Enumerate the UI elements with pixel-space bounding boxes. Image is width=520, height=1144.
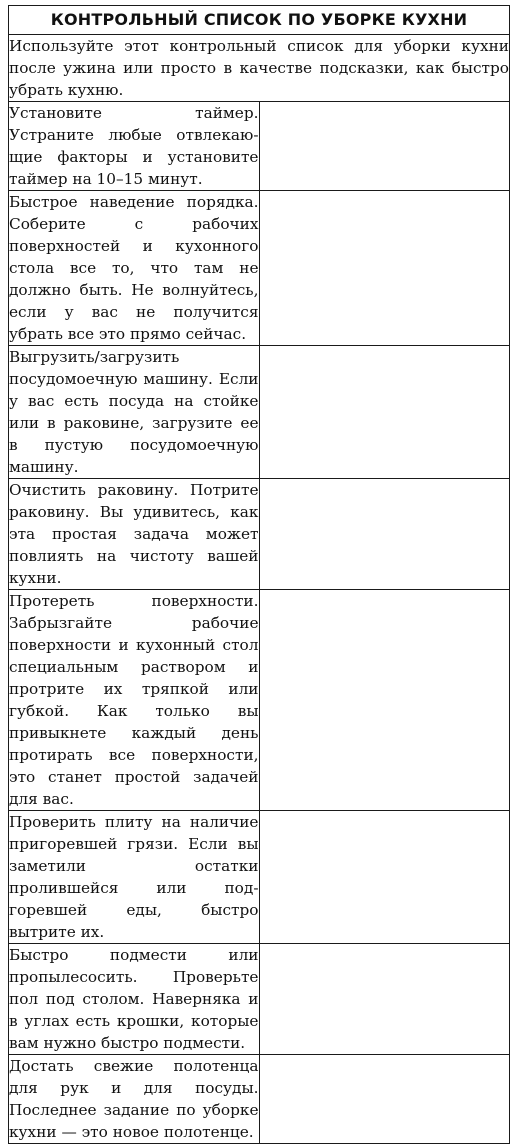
checklist-checkbox-cell[interactable] bbox=[259, 479, 510, 590]
checklist-item-text: Выгрузить/загрузить посудомоечную машину. Если у вас есть посуда на стойке или в раковине, загрузите ее в пустую посудомоечную машину. bbox=[9, 346, 260, 479]
checklist-checkbox-cell[interactable] bbox=[259, 346, 510, 479]
checklist-title: КОНТРОЛЬНЫЙ СПИСОК ПО УБОРКЕ КУХНИ bbox=[9, 6, 510, 35]
checklist-checkbox-cell[interactable] bbox=[259, 590, 510, 811]
checklist-item bbox=[9, 479, 510, 590]
checklist-item-text: Быстро подмести или пропылесосить. Проверьте пол под столом. Наверняка и в углах есть крошки, которые вам нужно быстро подмести. bbox=[9, 944, 260, 1055]
checklist-item-text: Установите таймер. Устраните любые отвлекающие факторы и установите таймер на 10–15 минут. bbox=[9, 102, 260, 191]
checklist-item-text: Протереть поверхности. Забрызгайте рабочие поверхности и кухонный стол специальным раствором и протрите их тряпкой или губкой. Как только вы привыкнете каждый день протирать все поверхности, это станет простой задачей для вас. bbox=[9, 590, 260, 811]
kitchen-checklist-table bbox=[8, 5, 510, 1144]
checklist-checkbox-cell[interactable] bbox=[259, 1055, 510, 1144]
checklist-item bbox=[9, 102, 510, 191]
checklist-item-text: Очистить раковину. Потрите раковину. Вы удивитесь, как эта простая задача может повлиять на чистоту вашей кухни. bbox=[9, 479, 260, 590]
checklist-checkbox-cell[interactable] bbox=[259, 944, 510, 1055]
checklist-item-text: Проверить плиту на наличие пригоревшей грязи. Если вы заметили остатки пролившейся или подгоревшей еды, быстро вытрите их. bbox=[9, 811, 260, 944]
checklist-item bbox=[9, 1055, 510, 1144]
checklist-checkbox-cell[interactable] bbox=[259, 102, 510, 191]
title-row bbox=[9, 6, 510, 35]
checklist-item bbox=[9, 191, 510, 346]
checklist-checkbox-cell[interactable] bbox=[259, 191, 510, 346]
intro-row bbox=[9, 35, 510, 102]
checklist-item bbox=[9, 346, 510, 479]
checklist-item bbox=[9, 811, 510, 944]
checklist-intro: Используйте этот контрольный список для уборки кухни после ужина или просто в качестве подсказки, как быстро убрать кухню. bbox=[9, 35, 510, 102]
checklist-item-text: Достать свежие полотенца для рук и для посуды. Последнее задание по уборке кухни — это новое полотенце. bbox=[9, 1055, 260, 1144]
checklist-item bbox=[9, 590, 510, 811]
checklist-item-text: Быстрое наведение порядка. Соберите с рабочих поверхностей и кухонного стола все то, что там не должно быть. Не волнуйтесь, если у вас не получится убрать все это прямо сейчас. bbox=[9, 191, 260, 346]
checklist-item bbox=[9, 944, 510, 1055]
checklist-checkbox-cell[interactable] bbox=[259, 811, 510, 944]
